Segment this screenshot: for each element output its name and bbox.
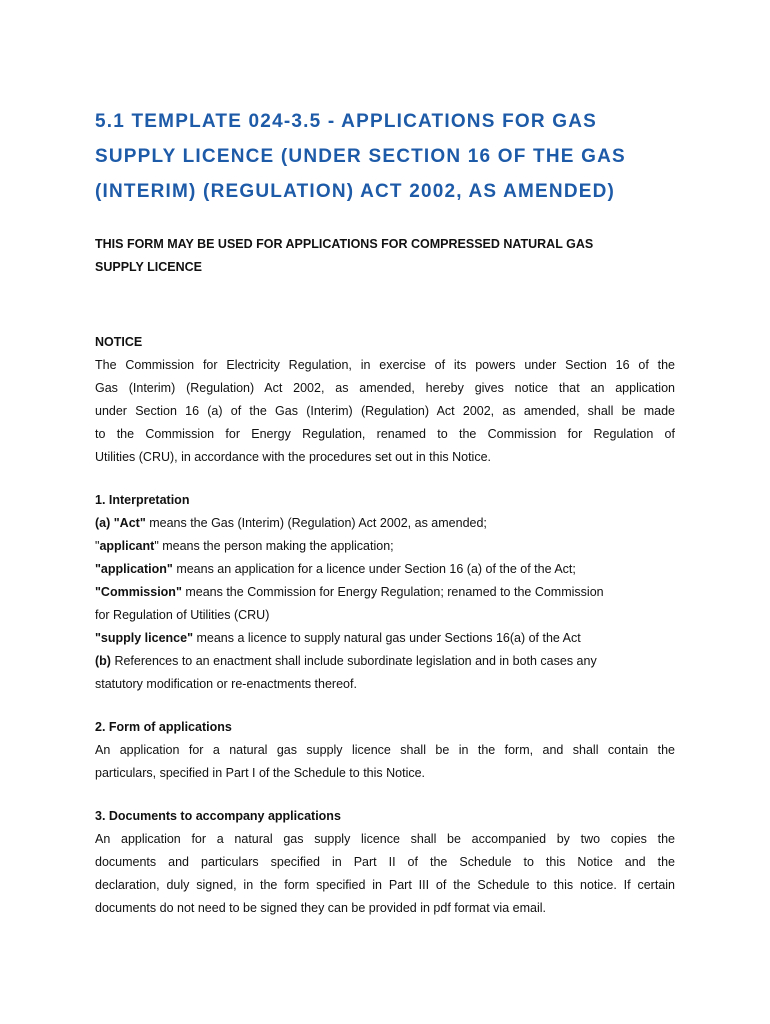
clause-b-term: (b) [95,654,111,668]
supply-licence-text: means a licence to supply natural gas under Sections 16(a) of the Act [193,631,581,645]
definition-act [95,512,675,535]
form-of-applications-heading: 2. Form of applications [95,720,232,734]
act-text: means the Gas (Interim) (Regulation) Act 2002, as amended; [145,516,487,530]
notice-heading: NOTICE [95,335,143,349]
form-line-2: particulars, specified in Part I of the Schedule to this Notice. [95,766,426,780]
applicant-term: applicant [99,539,155,553]
documents-line-4: documents do not need to be signed they can be provided in pdf format via email. [95,901,546,915]
form-line-1: An application for a natural gas supply licence shall be in the form, and shall contain the [95,743,675,757]
notice-line-1: The Commission for Electricity Regulation, in exercise of its powers under Section 16 of the [95,358,675,372]
application-term: "application" [95,562,173,576]
notice-line-5: Utilities (CRU), in accordance with the procedures set out in this Notice. [95,450,491,464]
form-subtitle [95,233,675,279]
applicant-text: means the person making the application; [158,539,394,553]
interpretation-heading: 1. Interpretation [95,493,190,507]
definition-commission-cont: for Regulation of Utilities (CRU) [95,608,270,622]
documents-line-3: declaration, duly signed, in the form specified in Part III of the Schedule to this notice. If certain [95,878,675,892]
commission-text: means the Commission for Energy Regulation; renamed to the Commission [181,585,604,599]
document-page [95,104,675,940]
page-title [95,104,675,209]
applicant-close-quote: " [154,539,159,553]
interpretation-section [95,489,675,696]
notice-line-4: to the Commission for Energy Regulation, renamed to the Commission for Regulation of [95,427,675,441]
definition-supply-licence [95,627,675,650]
clause-b-text: References to an enactment shall include subordinate legislation and in both cases any [110,654,597,668]
subtitle-line-1: THIS FORM MAY BE USED FOR APPLICATIONS FOR COMPRESSED NATURAL GAS [95,237,594,251]
act-prefix: (a) [95,516,114,530]
applicant-open-quote: " [95,539,100,553]
act-term: "Act" [113,516,146,530]
clause-b-cont: statutory modification or re-enactments thereof. [95,677,357,691]
notice-line-2: Gas (Interim) (Regulation) Act 2002, as amended, hereby gives notice that an application [95,381,675,395]
title-line-1: 5.1 TEMPLATE 024-3.5 - APPLICATIONS FOR GAS [95,111,598,132]
subtitle-line-2: SUPPLY LICENCE [95,260,202,274]
documents-line-2: documents and particulars specified in Part II of the Schedule to this Notice and the [95,855,675,869]
form-of-applications-section [95,716,675,785]
notice-section [95,331,675,469]
notice-line-3: under Section 16 (a) of the Gas (Interim) (Regulation) Act 2002, as amended, shall be made [95,404,675,418]
definition-commission [95,581,675,604]
supply-licence-term: "supply licence" [95,631,193,645]
clause-b [95,650,675,673]
definition-applicant [95,535,675,558]
title-line-2: SUPPLY LICENCE (UNDER SECTION 16 OF THE GAS [95,146,626,167]
documents-section [95,805,675,920]
definition-application [95,558,675,581]
application-text: means an application for a licence under Section 16 (a) of the of the Act; [172,562,576,576]
title-line-3: (INTERIM) (REGULATION) ACT 2002, AS AMENDED) [95,181,616,202]
documents-line-1: An application for a natural gas supply licence shall be accompanied by two copies the [95,832,675,846]
documents-heading: 3. Documents to accompany applications [95,809,341,823]
commission-term: "Commission" [95,585,182,599]
